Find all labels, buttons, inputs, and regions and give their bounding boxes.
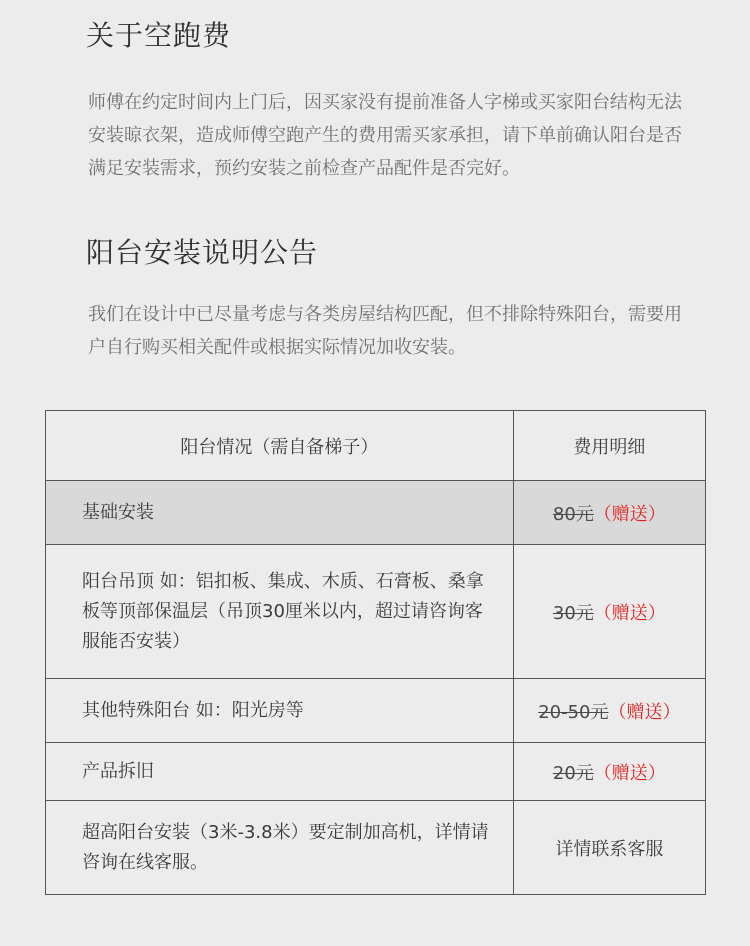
header-fee-details: 费用明细 xyxy=(513,411,705,481)
original-price: 80元 xyxy=(552,503,594,525)
table-row xyxy=(46,545,706,679)
gift-note: （赠送） xyxy=(593,503,666,525)
row-price-cell xyxy=(513,743,705,801)
table-row xyxy=(46,679,706,743)
original-price: 20-50元 xyxy=(538,701,609,723)
row-label: 阳台吊顶 如：铝扣板、集成、木质、石膏板、桑拿板等顶部保温层（吊顶30厘米以内，超过请咨询客服能否安装） xyxy=(46,545,514,679)
installation-price-table xyxy=(45,410,706,895)
header-balcony-condition: 阳台情况（需自备梯子） xyxy=(46,411,514,481)
row-price-cell xyxy=(513,545,705,679)
table-header-row xyxy=(46,411,706,481)
gift-note: （赠送） xyxy=(608,701,681,723)
row-price-cell xyxy=(513,679,705,743)
row-label: 超高阳台安装（3米-3.8米）要定制加高机，详情请咨询在线客服。 xyxy=(46,801,514,895)
gift-note: （赠送） xyxy=(593,762,666,784)
row-label: 产品拆旧 xyxy=(46,743,514,801)
contact-service-cell: 详情联系客服 xyxy=(513,801,705,895)
notice-text: 我们在设计中已尽量考虑与各类房屋结构匹配，但不排除特殊阳台，需要用户自行购买相关配件或根据实际情况加收安装。 xyxy=(88,304,682,358)
empty-run-text: 师傅在约定时间内上门后，因买家没有提前准备人字梯或买家阳台结构无法安装晾衣架，造成师傅空跑产生的费用需买家承担，请下单前确认阳台是否满足安装需求，预约安装之前检查产品配件是否完好。 xyxy=(88,92,682,179)
row-label: 基础安装 xyxy=(46,481,514,545)
original-price: 30元 xyxy=(552,602,594,624)
table-row xyxy=(46,743,706,801)
gift-note: （赠送） xyxy=(593,602,666,624)
table-row xyxy=(46,481,706,545)
empty-run-title: 关于空跑费 xyxy=(86,19,232,52)
notice-title: 阳台安装说明公告 xyxy=(86,236,319,269)
original-price: 20元 xyxy=(552,762,594,784)
row-price-cell xyxy=(513,481,705,545)
table-row xyxy=(46,801,706,895)
row-label: 其他特殊阳台 如：阳光房等 xyxy=(46,679,514,743)
